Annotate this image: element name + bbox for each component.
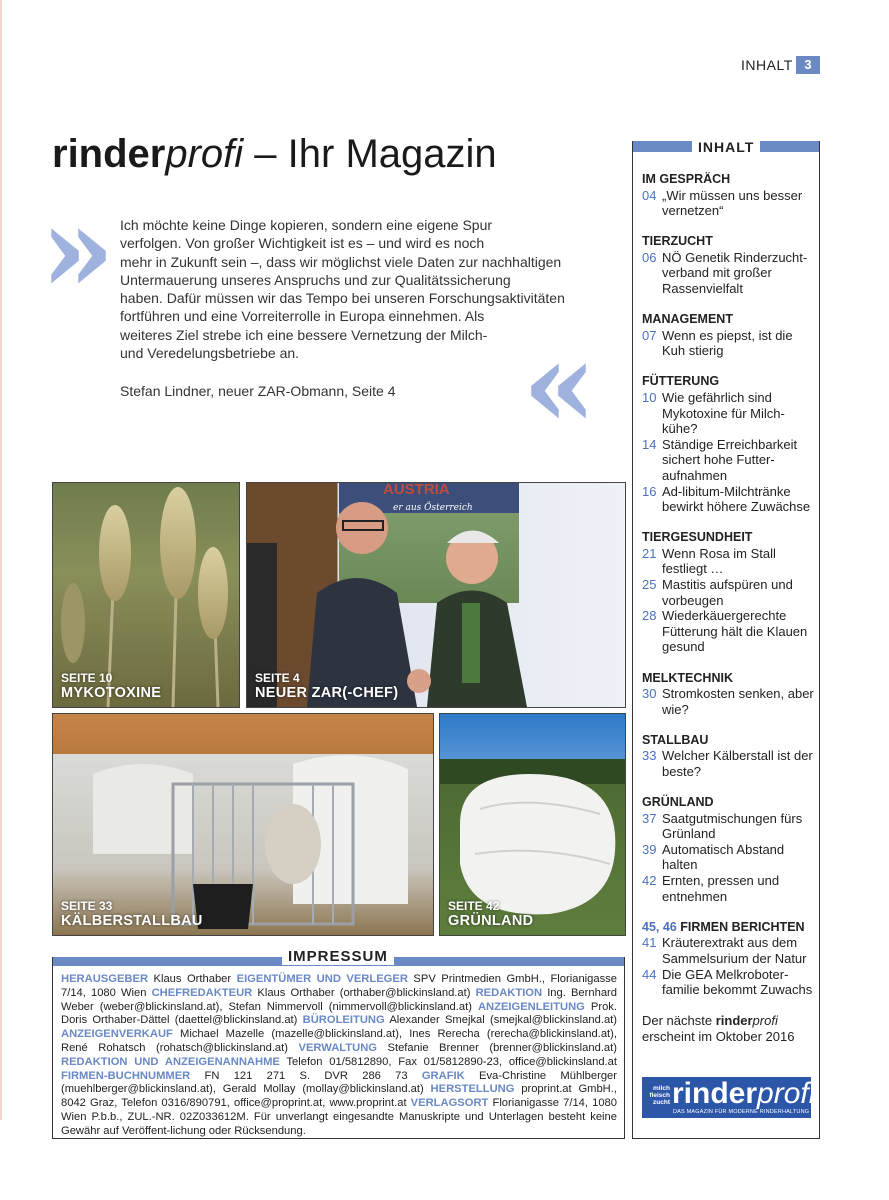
- impressum-value: Ing. Bernhard Weber (weber@blickinsland.at), Stefan Nimmervoll (nimmervoll@blickinsland.at): [61, 986, 617, 1013]
- toc-page-number: 07: [642, 327, 657, 343]
- toc-section-firmen: [642, 920, 818, 998]
- toc-item[interactable]: [642, 437, 818, 484]
- running-header: INHALT: [741, 57, 793, 73]
- toc-section-heading: MANAGEMENT: [642, 312, 733, 327]
- photo-seite: SEITE 10: [61, 671, 113, 685]
- toc-page-number: 06: [642, 249, 657, 265]
- quote-line: haben. Dafür müssen wir das Tempo bei unseren Forschungsaktivitäten: [120, 290, 565, 307]
- impressum-key: VERLAGSORT: [410, 1097, 489, 1110]
- firmen-page-numbers: 45, 46: [642, 919, 677, 934]
- impressum-text: [61, 973, 617, 1139]
- toc-item[interactable]: [642, 188, 818, 219]
- impressum-key: GRAFIK: [421, 1069, 465, 1082]
- impressum-label: IMPRESSUM: [282, 948, 394, 965]
- impressum-key: REDAKTION UND ANZEIGENANNAHME: [61, 1055, 280, 1068]
- toc-page-number: 41: [642, 935, 657, 951]
- impressum-value: proprint.at GmbH., 8042 Graz, Telefon 0316/890791, office@proprint.at, www.proprint.at: [61, 1083, 617, 1110]
- quote-close-mark: «: [522, 314, 597, 455]
- toc-section-heading: GRÜNLAND: [642, 795, 714, 810]
- toc-page-number: 39: [642, 841, 657, 857]
- impressum-key: ANZEIGENVERKAUF: [61, 1028, 173, 1041]
- page-number: 3: [796, 56, 820, 74]
- toc-section: [642, 671, 818, 718]
- quote-open-mark: »: [40, 179, 115, 320]
- toc-section-heading: MELKTECHNIK: [642, 670, 733, 685]
- toc-item-text: Die GEA Melkroboter-familie bekommt Zuwachs: [662, 966, 813, 998]
- photo-caption: [61, 671, 161, 701]
- toc-item-text: „Wir müssen uns besser vernetzen“: [662, 187, 803, 219]
- toc-item-text: Kräuterextrakt aus dem Sammelsurium der Natur: [662, 935, 807, 966]
- toc-section-heading: TIERZUCHT: [642, 234, 713, 249]
- photo-title: GRÜNLAND: [448, 913, 534, 929]
- photo-caption: [448, 899, 533, 929]
- impressum-value: Eva-Christine Mühlberger (muehlberger@blickinsland.at), Gerald Mollay (mollay@blickinsland.at): [61, 1069, 617, 1096]
- photo-title: NEUER ZAR(-CHEF): [255, 685, 399, 701]
- banner-text: AUSTRIA: [383, 482, 450, 498]
- impressum-key: CHEFREDAKTEUR: [151, 986, 253, 999]
- toc-item[interactable]: [642, 577, 818, 608]
- toc-item[interactable]: [642, 608, 818, 655]
- impressum-value: Florianigasse 7/14, 1080 Wien P.b.b., ZUL.-NR. 02Z033612M. Für unverlangt eingesandte Manuskripte und Unterlagen besteht keine Gewähr auf Veröffent-lichung oder Rücksendung.: [61, 1097, 617, 1137]
- toc-item[interactable]: [642, 811, 818, 842]
- quote-line: fortführen und eine Vorreiterrolle in Europa einnehmen. Als: [120, 308, 485, 325]
- banner-subtext: er aus Österreich: [393, 503, 473, 513]
- toc-item[interactable]: [642, 390, 818, 437]
- toc-item[interactable]: [642, 250, 818, 297]
- photo-seite: SEITE 42: [448, 899, 500, 913]
- toc-item-text: Wie gefährlich sind Mykotoxine für Milch-kühe?: [662, 390, 785, 437]
- title-brand-italic: profi: [165, 132, 244, 176]
- impressum-value: FN 121 271 S. DVR 286 73: [190, 1069, 422, 1082]
- toc-item-text: Ad-libitum-Milchtränke bewirkt höhere Zuwächse: [662, 483, 811, 515]
- toc-section: [642, 795, 818, 904]
- logo-tagline: DAS MAGAZIN FÜR MODERNE RINDERHALTUNG: [673, 1109, 810, 1115]
- toc-item-text: Automatisch Abstand halten: [662, 841, 785, 873]
- logo-brand-bold: rinder: [672, 1077, 758, 1110]
- toc-item-text: Ständige Erreichbarkeit sichert hohe Futter-aufnahmen: [662, 436, 798, 483]
- toc-section: [642, 234, 818, 296]
- toc-item-text: Ernten, pressen und entnehmen: [662, 873, 780, 904]
- impressum-key: FIRMEN-BUCHNUMMER: [61, 1069, 191, 1082]
- toc-item-text: Stromkosten senken, aber wie?: [662, 686, 814, 717]
- page-title: [52, 132, 497, 177]
- impressum-key: VERWALTUNG: [298, 1041, 378, 1054]
- impressum-value: Klaus Orthaber (orthaber@blickinsland.at): [252, 986, 476, 999]
- photo-caption: [61, 899, 203, 929]
- toc-item[interactable]: [642, 686, 818, 717]
- quote-line: weiteres Ziel strebe ich eine bessere Vernetzung der Milch-: [120, 326, 488, 343]
- title-rest: – Ihr Magazin: [243, 132, 497, 176]
- toc-section: [642, 733, 818, 780]
- impressum-value: Michael Mazelle (mazelle@blickinsland.at), Ines Rerecha (rerecha@blickinsland.at), René Rohatsch (rohatsch@blickinsland.at): [61, 1028, 617, 1054]
- impressum-value: Alexander Smejkal (smejkal@blickinsland.at): [384, 1014, 617, 1027]
- impressum-value: Stefanie Brenner (brenner@blickinsland.at): [377, 1041, 617, 1054]
- toc-page-number: 44: [642, 966, 657, 982]
- toc-page-number: 33: [642, 748, 657, 764]
- toc-section: [642, 374, 818, 514]
- page-edge-line: [0, 0, 2, 1120]
- quote-line: Ich möchte keine Dinge kopieren, sondern eine eigene Spur: [120, 217, 493, 233]
- impressum-key: HERAUSGEBER: [61, 973, 149, 985]
- toc-item[interactable]: [642, 484, 818, 515]
- toc-page-number: 21: [642, 545, 657, 561]
- photo-zar-chef[interactable]: [246, 482, 626, 708]
- toc-page-number: 30: [642, 686, 657, 702]
- toc-page-number: 10: [642, 390, 657, 406]
- toc-item-text: Saatgutmischungen fürs Grünland: [662, 810, 803, 842]
- toc-page-number: 28: [642, 608, 657, 624]
- next-issue-pre: Der nächste: [642, 1013, 716, 1029]
- photo-title: MYKOTOXINE: [61, 685, 162, 701]
- toc-item[interactable]: [642, 873, 818, 904]
- impressum-value: SPV Printmedien GmbH., Florianigasse 7/14, 1080 Wien: [61, 973, 617, 999]
- photo-seite: SEITE 4: [255, 671, 300, 685]
- toc-label: INHALT: [692, 139, 760, 155]
- toc-page-number: 14: [642, 436, 657, 452]
- toc-page-number: 04: [642, 187, 657, 203]
- impressum-value: Telefon 01/5812890, Fax 01/5812890-23, office@blickinsland.at: [279, 1055, 617, 1068]
- title-brand-bold: rinder: [52, 132, 166, 176]
- toc-item-text: NÖ Genetik Rinderzucht-verband mit großer Rassenvielfalt: [662, 249, 808, 297]
- toc-section-heading: STALLBAU: [642, 732, 709, 747]
- quote-source: Stefan Lindner, neuer ZAR-Obmann, Seite 4: [120, 383, 396, 399]
- next-issue-brand-italic: profi: [752, 1013, 778, 1029]
- toc-page-number: 25: [642, 577, 657, 593]
- photo-seite: SEITE 33: [61, 899, 113, 913]
- toc-item[interactable]: [642, 935, 818, 966]
- photo-title: KÄLBERSTALLBAU: [61, 913, 203, 929]
- toc-item[interactable]: [642, 967, 818, 998]
- toc-item-text: Wenn es piepst, ist die Kuh stierig: [662, 327, 793, 359]
- quote-line: verfolgen. Von großer Wichtigkeit ist es – und wird es noch: [120, 235, 485, 252]
- next-issue-note: [642, 1013, 818, 1044]
- rinderprofi-logo: [642, 1077, 816, 1118]
- toc-section-heading: IM GESPRÄCH: [642, 172, 731, 186]
- logo-small-text: milch fleisch zucht: [649, 1085, 670, 1106]
- toc-page-number: 42: [642, 873, 657, 889]
- toc-section-heading: TIERGESUNDHEIT: [642, 530, 753, 545]
- toc-item[interactable]: [642, 842, 818, 873]
- photo-gruenland[interactable]: [439, 713, 626, 936]
- impressum-key: EIGENTÜMER UND VERLEGER: [236, 973, 408, 985]
- toc-item[interactable]: [642, 546, 818, 577]
- quote-line: Untermauerung unseres Anspruchs und zur Qualitätssicherung: [120, 271, 511, 288]
- photo-mykotoxine[interactable]: [52, 482, 240, 708]
- impressum-value: Prok. Doris Orthaber-Dättel (daettel@blickinsland.at): [61, 1000, 617, 1027]
- toc-item[interactable]: [642, 748, 818, 779]
- photo-kaelberstallbau[interactable]: [52, 713, 434, 936]
- toc-section-heading: [642, 920, 818, 936]
- impressum-key: REDAKTION: [475, 986, 543, 999]
- toc-page-number: 37: [642, 810, 657, 826]
- toc-page-number: 16: [642, 483, 657, 499]
- table-of-contents: [642, 172, 818, 1044]
- impressum-key: ANZEIGENLEITUNG: [477, 1000, 585, 1013]
- logo-brand-italic: profi: [757, 1077, 816, 1110]
- impressum-key: BÜROLEITUNG: [302, 1014, 385, 1027]
- next-issue-post: erscheint im Oktober 2016: [642, 1028, 795, 1044]
- toc-section: [642, 172, 818, 219]
- next-issue-brand-bold: rinder: [715, 1013, 753, 1029]
- photo-caption: [255, 671, 398, 701]
- toc-item-text: Welcher Kälberstall ist der beste?: [662, 748, 813, 779]
- toc-section: [642, 530, 818, 655]
- toc-section: [642, 312, 818, 359]
- toc-item-text: Mastitis aufspüren und vorbeugen: [662, 577, 793, 608]
- quote-line: und Veredelungsbetriebe an.: [120, 345, 300, 362]
- toc-item-text: Wenn Rosa im Stall festliegt …: [662, 545, 776, 577]
- impressum-key: HERSTELLUNG: [430, 1083, 515, 1096]
- firmen-heading: FIRMEN BERICHTEN: [680, 919, 805, 934]
- quote-text: [120, 216, 570, 362]
- impressum-value: Klaus Orthaber: [148, 973, 237, 985]
- quote-line: mehr in Zukunft sein –, dass wir möglichst viele Daten zur nachhaltigen: [120, 253, 562, 270]
- toc-item-text: Wiederkäuergerechte Fütterung hält die Klauen gesund: [662, 608, 808, 655]
- toc-item[interactable]: [642, 328, 818, 359]
- logo-wordmark: [672, 1077, 815, 1111]
- toc-section-heading: FÜTTERUNG: [642, 374, 720, 389]
